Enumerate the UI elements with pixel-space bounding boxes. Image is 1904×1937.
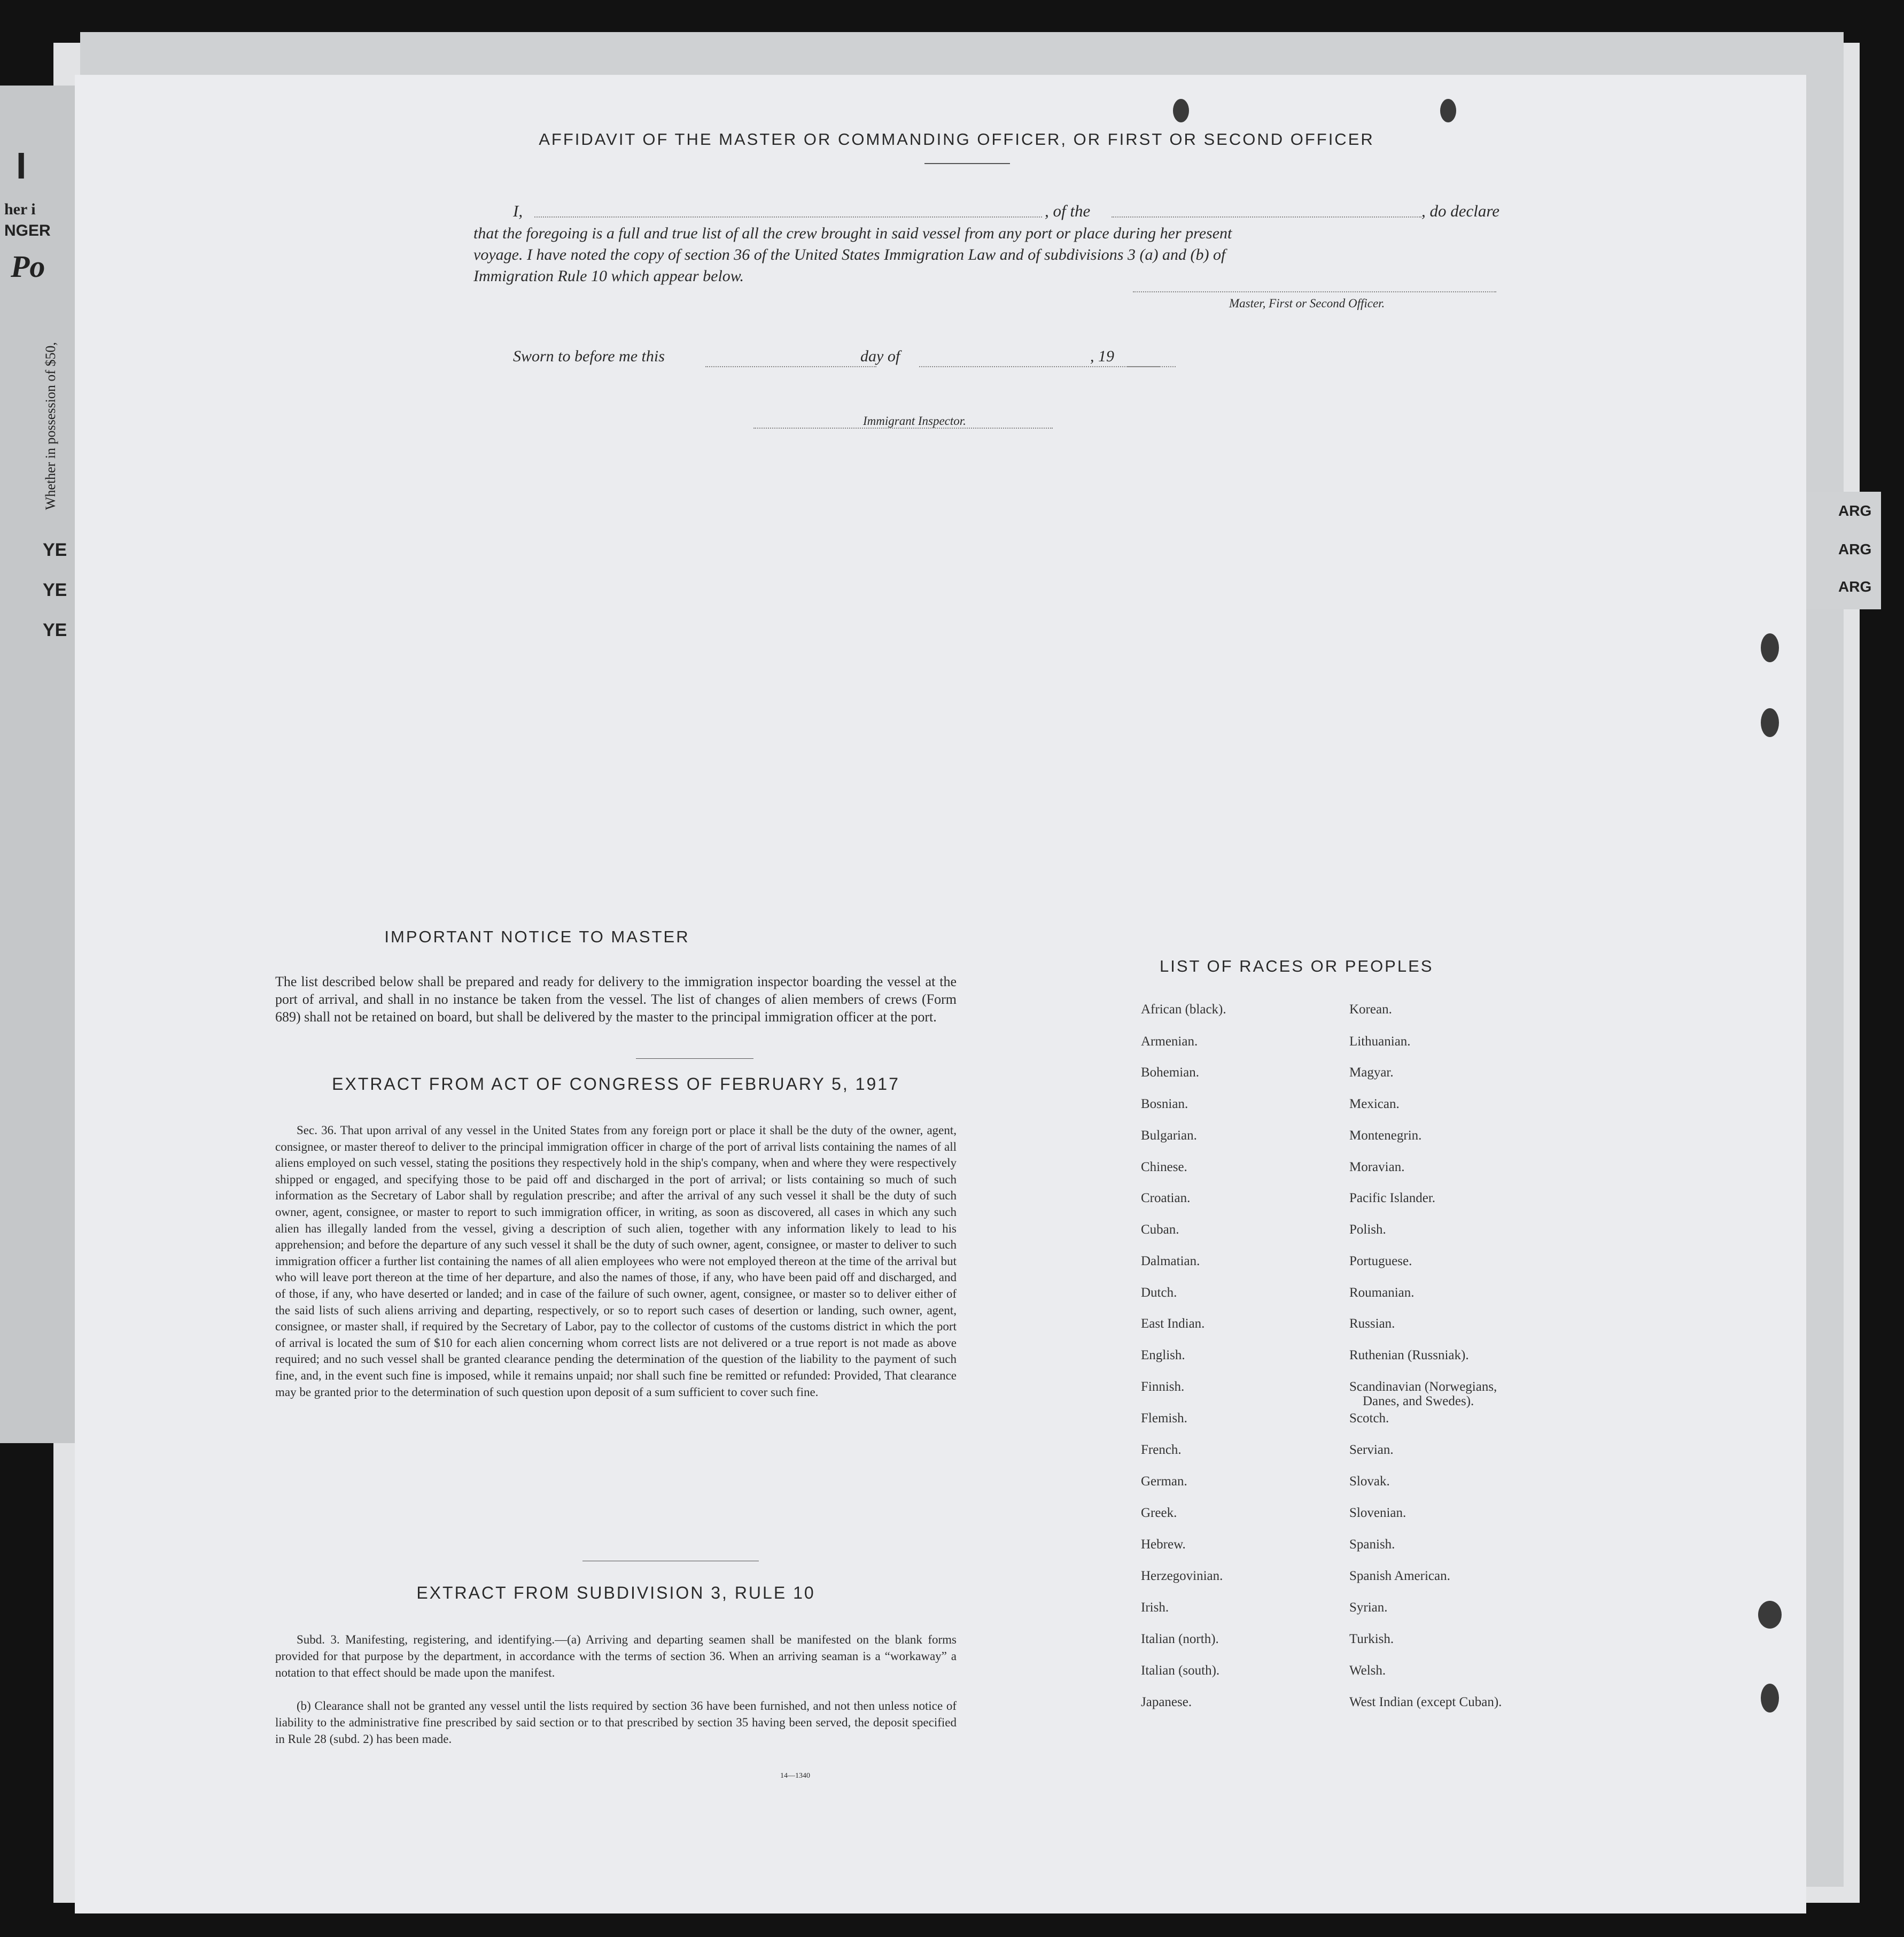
race-item: Spanish. — [1349, 1537, 1395, 1552]
race-item: Polish. — [1349, 1222, 1386, 1237]
race-item: Japanese. — [1141, 1695, 1192, 1709]
race-item: Italian (south). — [1141, 1663, 1220, 1678]
affidavit-line-3: Immigration Rule 10 which appear below. — [473, 267, 744, 285]
race-item: Magyar. — [1349, 1065, 1394, 1080]
affidavit-of-the-label: , of the — [1045, 202, 1091, 220]
race-item: Slovenian. — [1349, 1506, 1406, 1520]
affidavit-line-2: voyage. I have noted the copy of section 36 of the United States Immigration Law and of subdivisions 3 (a) and (b) of — [473, 246, 1226, 264]
punch-hole — [1761, 633, 1779, 662]
race-item: Armenian. — [1141, 1034, 1198, 1049]
race-item: Welsh. — [1349, 1663, 1386, 1678]
fragment-text: ARG — [1838, 502, 1872, 519]
race-item: Dutch. — [1141, 1285, 1177, 1300]
race-item: Dalmatian. — [1141, 1254, 1200, 1268]
name-blank-line — [534, 216, 1042, 218]
race-item: Turkish. — [1349, 1632, 1394, 1646]
race-item: German. — [1141, 1474, 1187, 1489]
extract-rule-para-b: (b) Clearance shall not be granted any vessel until the lists required by section 36 have been furnished, and not then unless notice of liability to the administrative fine prescribed by said section or to that prescribed by section 35 having been served, the deposit specified in Rule 28 (subd. 2) has been made. — [275, 1699, 957, 1746]
race-item: Hebrew. — [1141, 1537, 1186, 1552]
race-item: English. — [1141, 1348, 1185, 1362]
race-item: Montenegrin. — [1349, 1128, 1422, 1143]
race-item: Russian. — [1349, 1316, 1395, 1331]
fragment-text: YE — [43, 540, 67, 560]
vessel-blank-line — [1112, 216, 1421, 218]
races-title: LIST OF RACES OR PEOPLES — [1160, 957, 1434, 975]
punch-hole — [1173, 99, 1189, 122]
month-blank-line — [919, 366, 1160, 367]
divider — [924, 163, 1010, 164]
race-item: Greek. — [1141, 1506, 1177, 1520]
race-item: Syrian. — [1349, 1600, 1388, 1615]
race-item-continued: Danes, and Swedes). — [1363, 1394, 1474, 1408]
affidavit-do-declare-label: , do declare — [1421, 202, 1500, 220]
race-item: Korean. — [1349, 1002, 1392, 1017]
race-item: Servian. — [1349, 1443, 1394, 1457]
signature-label: Master, First or Second Officer. — [1229, 297, 1385, 310]
fragment-text: YE — [43, 580, 67, 600]
notice-body: The list described below shall be prepared and ready for delivery to the immigration inspector boarding the vessel at the port of arrival, and shall in no instance be taken from the vessel. The list of changes of alien members of crews (Form 689) shall not be retained on board, but shall be delivered by the master to the principal immigration officer at the port. — [275, 974, 957, 1025]
race-item: West Indian (except Cuban). — [1349, 1695, 1502, 1709]
punch-hole — [1440, 99, 1456, 122]
fragment-text: ARG — [1838, 541, 1872, 557]
race-item: Flemish. — [1141, 1411, 1187, 1425]
form-number: 14—1340 — [780, 1772, 810, 1780]
notice-title: IMPORTANT NOTICE TO MASTER — [384, 927, 690, 946]
race-item: Bulgarian. — [1141, 1128, 1197, 1143]
race-item: French. — [1141, 1443, 1182, 1457]
race-item: East Indian. — [1141, 1316, 1205, 1331]
day-blank-line — [705, 366, 876, 367]
affidavit-title: AFFIDAVIT OF THE MASTER OR COMMANDING OFFICER, OR FIRST OR SECOND OFFICER — [539, 130, 1374, 149]
extract-rule-title: EXTRACT FROM SUBDIVISION 3, RULE 10 — [416, 1583, 815, 1602]
race-item: Mexican. — [1349, 1097, 1400, 1111]
race-item: Slovak. — [1349, 1474, 1390, 1489]
affidavit-i-label: I, — [513, 202, 523, 220]
day-of-label: day of — [860, 347, 900, 365]
race-item: Croatian. — [1141, 1191, 1191, 1205]
fragment-text: NGER — [4, 222, 51, 239]
fragment-text: ARG — [1838, 578, 1872, 595]
sworn-label: Sworn to before me this — [513, 347, 665, 365]
fragment-text: YE — [43, 620, 67, 640]
underlying-sheet-edge — [1806, 492, 1881, 609]
race-item: Chinese. — [1141, 1160, 1187, 1174]
fragment-text: Po — [11, 249, 45, 284]
race-item: Herzegovinian. — [1141, 1569, 1223, 1583]
extract-act-title: EXTRACT FROM ACT OF CONGRESS OF FEBRUARY 5, 1917 — [332, 1074, 900, 1094]
race-item: Spanish American. — [1349, 1569, 1450, 1583]
inspector-label: Immigrant Inspector. — [863, 414, 966, 428]
divider — [636, 1058, 753, 1059]
race-item: Cuban. — [1141, 1222, 1179, 1237]
document-page — [75, 75, 1806, 1913]
race-item: African (black). — [1141, 1002, 1226, 1017]
race-item: Scandinavian (Norwegians, — [1349, 1380, 1497, 1394]
fragment-vertical-text: Whether in possession of $50, — [43, 342, 58, 510]
race-item: Italian (north). — [1141, 1632, 1219, 1646]
race-item: Pacific Islander. — [1349, 1191, 1436, 1205]
punch-hole — [1758, 1601, 1782, 1629]
race-item: Moravian. — [1349, 1160, 1405, 1174]
race-item: Irish. — [1141, 1600, 1169, 1615]
race-item: Bosnian. — [1141, 1097, 1188, 1111]
race-item: Ruthenian (Russniak). — [1349, 1348, 1469, 1362]
underlying-manifest-edge — [0, 86, 75, 1443]
extract-rule-para-a: Subd. 3. Manifesting, registering, and identifying.—(a) Arriving and departing seamen shall be manifested on the blank forms provided for that purpose by the department, in accordance with the terms of section 36. When an arriving seaman is a “workaway” a notation to that effect should be made upon the manifest. — [275, 1633, 957, 1679]
signature-line — [1133, 291, 1496, 292]
race-item: Bohemian. — [1141, 1065, 1200, 1080]
year-blank-line — [1128, 366, 1176, 367]
race-item: Finnish. — [1141, 1380, 1185, 1394]
punch-hole — [1761, 1684, 1779, 1713]
race-item: Portuguese. — [1349, 1254, 1412, 1268]
year-label: , 19 — [1090, 347, 1114, 365]
punch-hole — [1761, 708, 1779, 737]
extract-act-body: Sec. 36. That upon arrival of any vessel in the United States from any foreign port or place it shall be the duty of the owner, agent, consignee, or master thereof to deliver to the principal immigration officer in charge of the port of arrival lists containing the names of all aliens employed on such vessel, stating the positions they respectively hold in the ship's company, when and where they were respectively shipped or engaged, and specifying those to be paid off and discharged in the port of arrival; or lists containing so much of such information as the Secretary of Labor shall by regulation prescribe; and after the arrival of any such vessel it shall be the duty of such owner, agent, consignee, or master to report to such immigration officer, in writing, as soon as discovered, all cases in which any such alien has illegally landed from the vessel, giving a description of such alien, together with any information likely to lead to his apprehension; and before the departure of any such vessel it shall be the duty of such owner, agent, consignee, or master to deliver to such immigration officer a further list containing the names of all alien employees who were not employed thereon at the time of the arrival but who will leave port thereon at the time of her departure, and also the names of those, if any, who have been paid off and discharged, and of those, if any, who have deserted or landed; and in case of the failure of such owner, agent, consignee, or master so to deliver either of the said lists of such aliens arriving and departing, respectively, or so to report such cases of desertion or landing, such owner, agent, consignee, or master shall, if required by the Secretary of Labor, pay to the collector of customs of the customs district in which the port of arrival is located the sum of $10 for each alien concerning whom correct lists are not delivered or a true report is not made as above required; and no such vessel shall be granted clearance pending the determination of the question of the liability to the payment of such fine, and, in the event such fine is imposed, while it remains unpaid; nor shall such fine be remitted or refunded: Provided, That clearance may be granted prior to the determination of such question upon deposit of a sum sufficient to cover such fine. — [275, 1124, 957, 1399]
race-item: Lithuanian. — [1349, 1034, 1411, 1049]
fragment-text: I — [16, 145, 27, 187]
race-item: Scotch. — [1349, 1411, 1389, 1425]
race-item: Roumanian. — [1349, 1285, 1415, 1300]
affidavit-line-1: that the foregoing is a full and true list of all the crew brought in said vessel from any port or place during her present — [473, 224, 1232, 242]
fragment-text: her i — [4, 200, 36, 218]
